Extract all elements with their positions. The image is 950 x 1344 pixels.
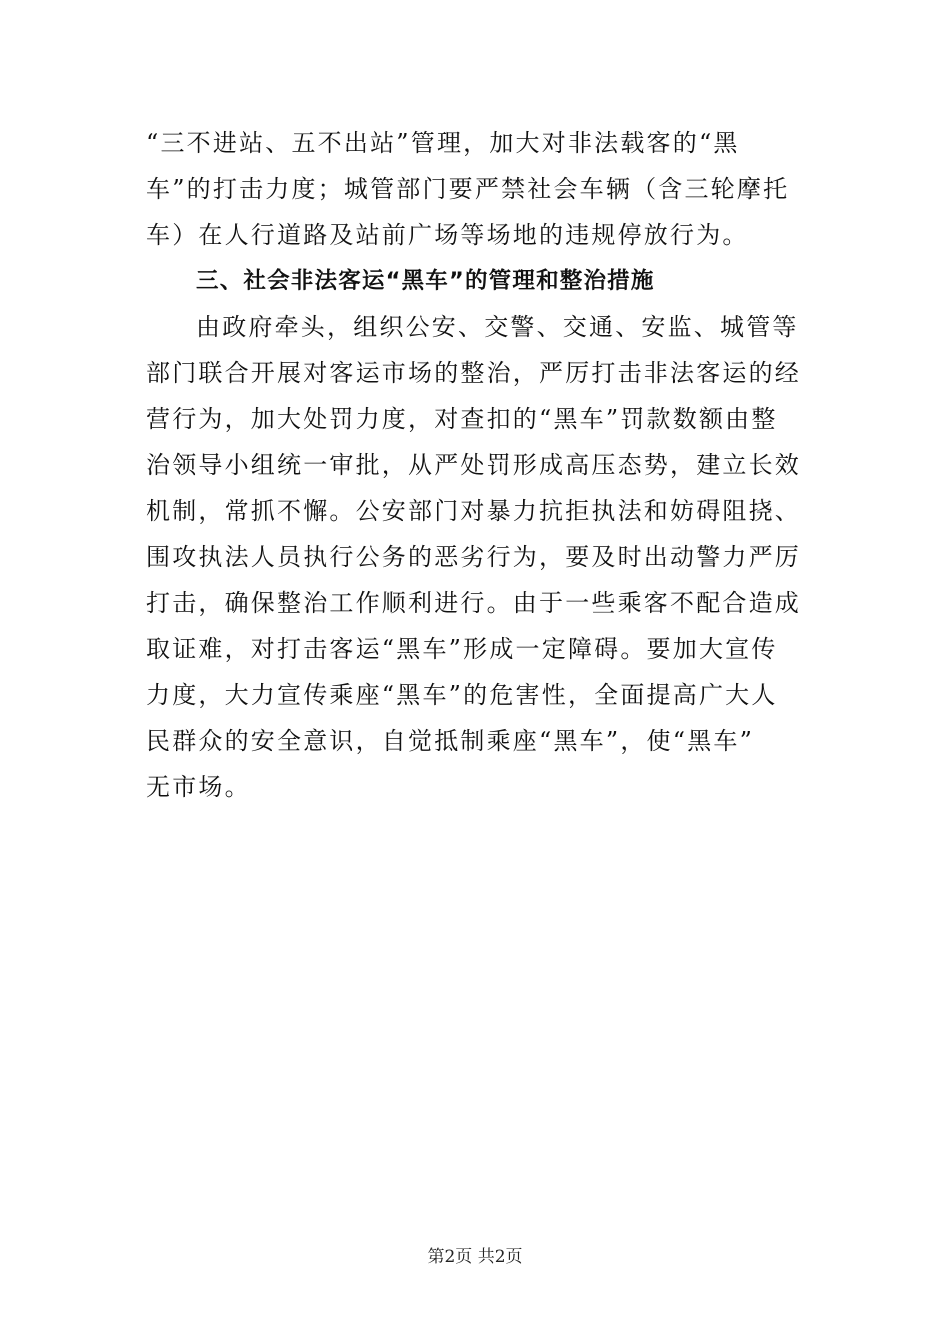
text-line: 车”的打击力度；城管部门要严禁社会车辆（含三轮摩托 [146, 175, 790, 203]
text-line: 民群众的安全意识，自觉抵制乘座“黑车”，使“黑车” [146, 727, 755, 755]
text-line: 营行为，加大处罚力度，对查扣的“黑车”罚款数额由整 [146, 405, 778, 433]
text-line: 治领导小组统一审批，从严处罚形成高压态势，建立长效 [146, 451, 801, 479]
text-line: 机制，常抓不懈。公安部门对暴力抗拒执法和妨碍阻挠、 [146, 497, 801, 525]
text-line: 围攻执法人员执行公务的恶劣行为，要及时出动警力严厉 [146, 543, 801, 571]
text-line: 由政府牵头，组织公安、交警、交通、安监、城管等 [196, 313, 799, 341]
text-line: 打击，确保整治工作顺利进行。由于一些乘客不配合造成 [146, 589, 801, 617]
page-number-footer: 第2页 共2页 [427, 1247, 523, 1267]
body-text [146, 120, 806, 810]
text-line: “三不进站、五不出站”管理，加大对非法载客的“黑 [146, 129, 740, 157]
text-line: 部门联合开展对客运市场的整治，严厉打击非法客运的经 [146, 359, 801, 387]
text-line: 取证难，对打击客运“黑车”形成一定障碍。要加大宣传 [146, 635, 778, 663]
text-line: 车）在人行道路及站前广场等场地的违规停放行为。 [146, 221, 749, 249]
text-line: 力度，大力宣传乘座“黑车”的危害性，全面提高广大人 [146, 681, 778, 709]
text-line: 无市场。 [146, 773, 251, 801]
section-heading: 三、社会非法客运“黑车”的管理和整治措施 [196, 268, 655, 294]
